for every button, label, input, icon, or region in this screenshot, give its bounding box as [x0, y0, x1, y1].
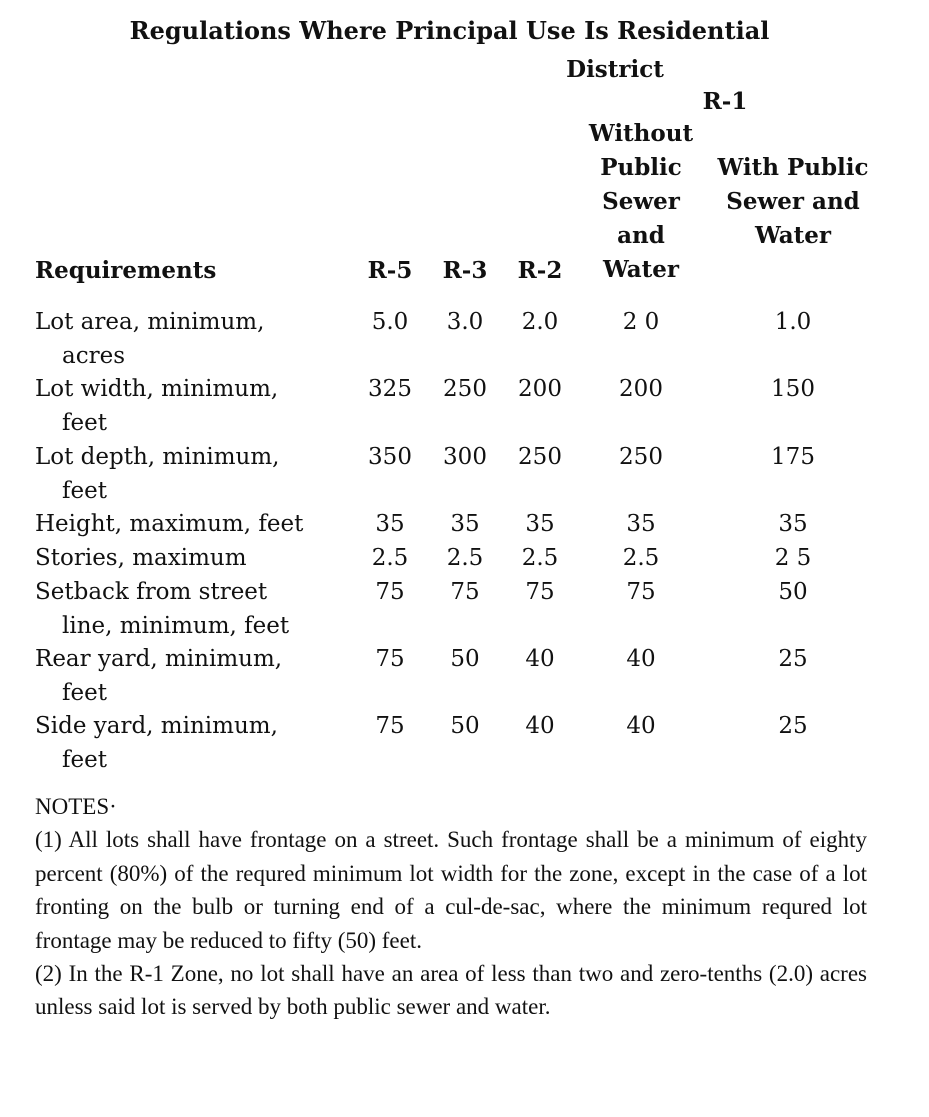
value-cell-r2: 2.0 [521, 309, 559, 335]
requirement-label-continued: feet [62, 478, 107, 504]
value-cell-r2: 2.5 [521, 545, 559, 571]
value-cell-r1-without: 40 [626, 713, 656, 739]
requirement-label: Setback from street [35, 579, 268, 605]
value-cell-r1-with: 50 [778, 579, 808, 605]
value-cell-r2: 35 [525, 511, 555, 537]
value-cell-r5: 350 [368, 444, 412, 470]
value-cell-r3: 3.0 [446, 309, 484, 335]
notes-heading: NOTES· [35, 794, 117, 819]
value-cell-r5: 35 [375, 511, 405, 537]
value-cell-r2: 200 [518, 376, 562, 402]
requirement-label: Height, maximum, feet [35, 511, 304, 537]
value-cell-r5: 75 [375, 713, 405, 739]
district-header: District [566, 56, 664, 83]
table-title: Regulations Where Principal Use Is Residential [129, 16, 770, 45]
requirement-label-continued: feet [62, 680, 107, 706]
value-cell-r1-without: 2.5 [622, 545, 660, 571]
requirement-label: Lot depth, minimum, [35, 444, 280, 470]
r1-header: R-1 [702, 88, 748, 115]
value-cell-r1-with: 25 [778, 713, 808, 739]
value-cell-r1-without: 35 [626, 511, 656, 537]
value-cell-r2: 40 [525, 713, 555, 739]
value-cell-r1-with: 35 [778, 511, 808, 537]
value-cell-r3: 75 [450, 579, 480, 605]
value-cell-r3: 35 [450, 511, 480, 537]
value-cell-r3: 50 [450, 646, 480, 672]
requirement-label-continued: feet [62, 410, 107, 436]
note-item: (1) All lots shall have frontage on a street. Such frontage shall be a minimum of eighty percent (80%) of the requred minimum lot width for the zone, except in the case of a lot fronting on the bulb or turning end of a cul-de-sac, where the minimum requred lot frontage may be reduced to fifty (50) feet. [35, 827, 867, 953]
requirement-label: Stories, maximum [35, 545, 247, 571]
notes-section [35, 790, 867, 1024]
value-cell-r5: 2.5 [371, 545, 409, 571]
requirement-label: Lot width, minimum, [35, 376, 279, 402]
value-cell-r3: 50 [450, 713, 480, 739]
value-cell-r1-with: 2 5 [774, 545, 812, 571]
note-item: (2) In the R-1 Zone, no lot shall have an area of less than two and zero-tenths (2.0) acres unless said lot is served by both public sewer and water. [35, 961, 867, 1020]
value-cell-r3: 250 [443, 376, 487, 402]
value-cell-r1-without: 200 [619, 376, 663, 402]
r2-header: R-2 [517, 257, 563, 284]
requirement-label-continued: feet [62, 747, 107, 773]
requirement-label: Lot area, minimum, [35, 309, 265, 335]
requirement-label: Side yard, minimum, [35, 713, 278, 739]
requirement-label-continued: acres [62, 343, 126, 369]
value-cell-r3: 2.5 [446, 545, 484, 571]
value-cell-r2: 75 [525, 579, 555, 605]
value-cell-r1-with: 175 [771, 444, 815, 470]
requirement-label-continued: line, minimum, feet [62, 613, 290, 639]
value-cell-r2: 40 [525, 646, 555, 672]
value-cell-r1-without: 75 [626, 579, 656, 605]
requirement-label: Rear yard, minimum, [35, 646, 283, 672]
value-cell-r1-with: 1.0 [774, 309, 812, 335]
value-cell-r5: 5.0 [371, 309, 409, 335]
value-cell-r1-without: 250 [619, 444, 663, 470]
r1-with-sewer-header: With Public Sewer and Water [717, 154, 869, 249]
r3-header: R-3 [442, 257, 488, 284]
value-cell-r1-with: 25 [778, 646, 808, 672]
value-cell-r1-without: 2 0 [622, 309, 660, 335]
r5-header: R-5 [367, 257, 413, 284]
value-cell-r3: 300 [443, 444, 487, 470]
value-cell-r5: 325 [368, 376, 412, 402]
value-cell-r1-without: 40 [626, 646, 656, 672]
value-cell-r5: 75 [375, 646, 405, 672]
r1-without-sewer-header: Without Public Sewer and Water [588, 120, 694, 283]
requirements-header: Requirements [35, 257, 217, 284]
value-cell-r2: 250 [518, 444, 562, 470]
value-cell-r5: 75 [375, 579, 405, 605]
value-cell-r1-with: 150 [771, 376, 815, 402]
